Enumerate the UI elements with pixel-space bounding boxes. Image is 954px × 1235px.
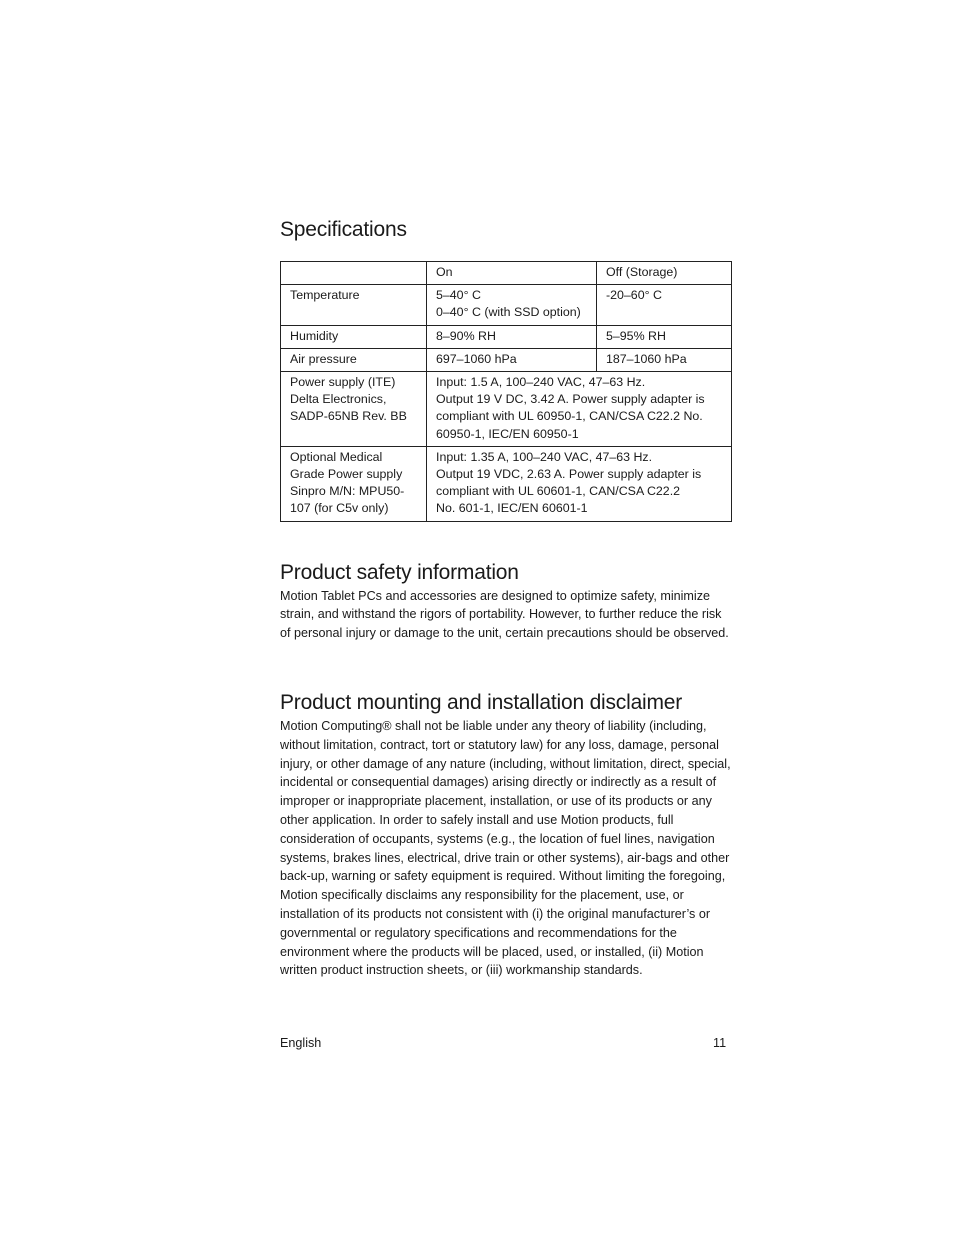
table-row <box>281 348 732 371</box>
table-row <box>281 285 732 325</box>
row-label: Air pressure <box>281 348 427 371</box>
row-merged-value: Input: 1.35 A, 100–240 VAC, 47–63 Hz. Output 19 VDC, 2.63 A. Power supply adapter is compliant with UL 60601-1, CAN/CSA C22.2 No. 601-1, IEC/EN 60601-1 <box>427 446 732 521</box>
row-on-value: 8–90% RH <box>427 325 597 348</box>
safety-paragraph: Motion Tablet PCs and accessories are designed to optimize safety, minimize strain, and withstand the rigors of portability. However, to further reduce the risk of personal injury or damage to the unit, certain precautions should be observed. <box>280 588 729 641</box>
mounting-paragraph: Motion Computing® shall not be liable under any theory of liability (including, without limitation, contract, tort or statutory law) for any loss, damage, personal injury, or other damage of any nature (including, without limitation, direct, special, incidental or consequential damages) arising directly or indirectly as a result of improper or inappropriate placement, installation, or use of its products or any other application. In order to safely install and use Motion products, full consideration of occupants, systems (e.g., the location of fuel lines, navigation systems, brakes lines, electrical, drive train or other systems), air-bags and other back-up, warning or safety equipment is required. Without limiting the foregoing, Motion specifically disclaims any responsibility for the placement, use, or installation of its products not consistent with (i) the original manufacturer’s or governmental or regulatory specifications and recommendations for the environment where the products will be placed, used, or installed, (ii) Motion written product instruction sheets, or (iii) workmanship standards. <box>280 719 731 978</box>
table-header-cell: On <box>427 262 597 285</box>
footer-page-number: 11 <box>713 1036 727 1050</box>
table-header-cell <box>281 262 427 285</box>
mounting-heading: Product mounting and installation disclaimer <box>280 691 683 715</box>
table-header-cell: Off (Storage) <box>597 262 732 285</box>
row-on-value: 5–40° C 0–40° C (with SSD option) <box>427 285 597 325</box>
specifications-table <box>280 261 732 522</box>
row-label: Temperature <box>281 285 427 325</box>
page-content <box>280 216 732 980</box>
row-label: Humidity <box>281 325 427 348</box>
row-off-value: 5–95% RH <box>597 325 732 348</box>
table-header-row <box>281 262 732 285</box>
row-off-value: -20–60° C <box>597 285 732 325</box>
row-label: Optional Medical Grade Power supply Sinpro M/N: MPU50- 107 (for C5v only) <box>281 446 427 521</box>
safety-heading: Product safety information <box>280 560 519 584</box>
table-row <box>281 372 732 447</box>
row-off-value: 187–1060 hPa <box>597 348 732 371</box>
row-merged-value: Input: 1.5 A, 100–240 VAC, 47–63 Hz. Output 19 V DC, 3.42 A. Power supply adapter is compliant with UL 60950-1, CAN/CSA C22.2 No. 60950-1, IEC/EN 60950-1 <box>427 372 732 447</box>
table-row <box>281 325 732 348</box>
row-on-value: 697–1060 hPa <box>427 348 597 371</box>
specifications-heading: Specifications <box>280 218 407 241</box>
table-row <box>281 446 732 521</box>
footer-language: English <box>280 1036 322 1050</box>
row-label: Power supply (ITE) Delta Electronics, SADP-65NB Rev. BB <box>281 372 427 447</box>
